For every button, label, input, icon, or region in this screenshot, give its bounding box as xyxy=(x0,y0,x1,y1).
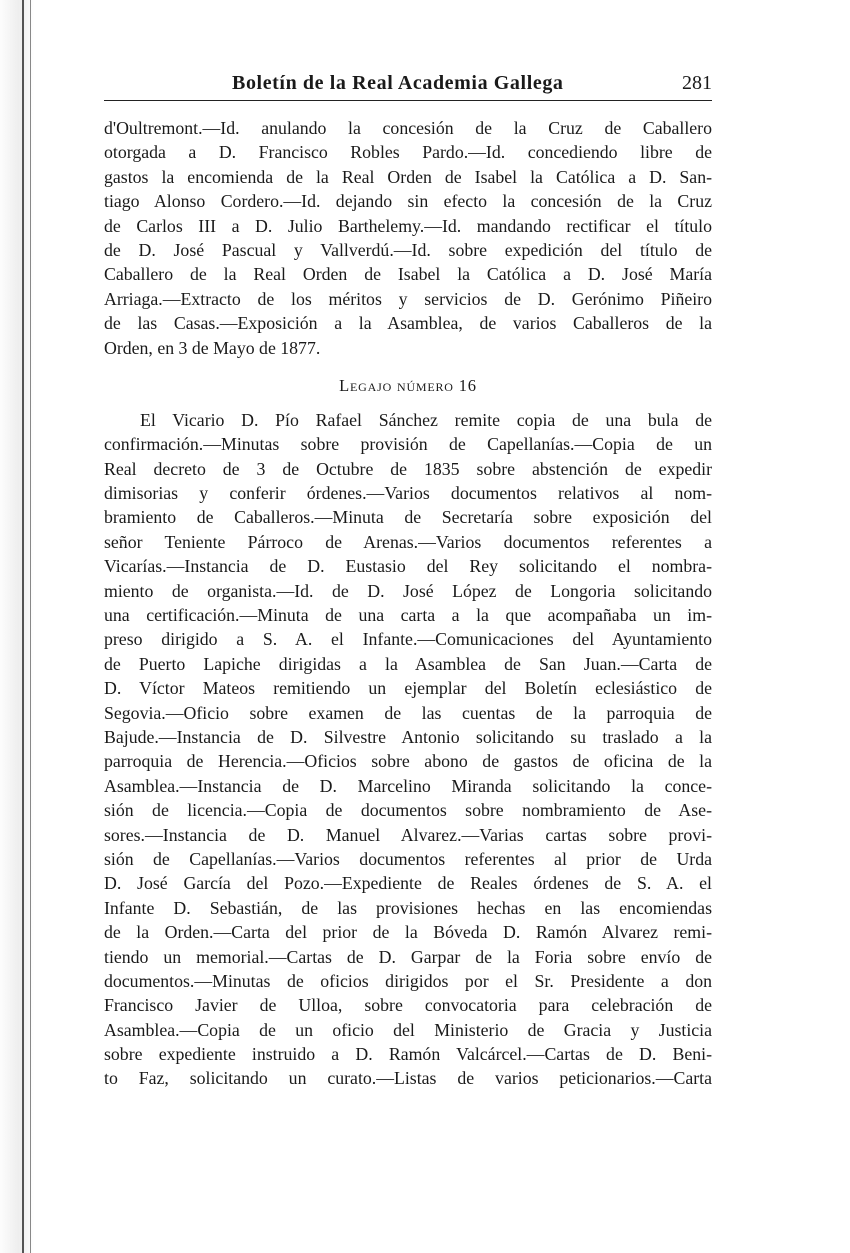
text-line: gastos la encomienda de la Real Orden de Isabel la Católica a D. San- xyxy=(104,166,712,187)
text-line: to Faz, solicitando un curato.—Listas de varios peticionarios.—Carta xyxy=(104,1068,712,1089)
text-line: Caballero de la Real Orden de Isabel la Católica a D. José María xyxy=(104,264,712,285)
text-line: tiendo un memorial.—Cartas de D. Garpar de la Foria sobre envío de xyxy=(104,946,712,967)
page-body xyxy=(104,116,712,1091)
text-line: Vicarías.—Instancia de D. Eustasio del Rey solicitando el nombra- xyxy=(104,556,712,577)
text-line: Asamblea.—Copia de un oficio del Ministerio de Gracia y Justicia xyxy=(104,1019,712,1040)
text-line: Francisco Javier de Ulloa, sobre convocatoria para celebración de xyxy=(104,995,712,1016)
text-line: D. José García del Pozo.—Expediente de Reales órdenes de S. A. el xyxy=(104,873,712,894)
paragraph-2 xyxy=(104,408,712,1091)
paragraph-1 xyxy=(104,116,712,360)
text-line: confirmación.—Minutas sobre provisión de Capellanías.—Copia de un xyxy=(104,434,712,455)
text-line: de la Orden.—Carta del prior de la Bóveda D. Ramón Alvarez remi- xyxy=(104,922,712,943)
text-line: El Vicario D. Pío Rafael Sánchez remite copia de una bula de xyxy=(140,409,712,430)
text-line: Arriaga.—Extracto de los méritos y servicios de D. Gerónimo Piñeiro xyxy=(104,288,712,309)
text-line: una certificación.—Minuta de una carta a la que acompañaba un im- xyxy=(104,605,712,626)
text-line: Bajude.—Instancia de D. Silvestre Antonio solicitando su traslado a la xyxy=(104,726,712,747)
text-line: sobre expediente instruido a D. Ramón Valcárcel.—Cartas de D. Beni- xyxy=(104,1044,712,1065)
text-line: parroquia de Herencia.—Oficios sobre abono de gastos de oficina de la xyxy=(104,751,712,772)
text-line: sión de Capellanías.—Varios documentos referentes al prior de Urda xyxy=(104,848,712,869)
binding-line xyxy=(30,0,31,1253)
text-line: de las Casas.—Exposición a la Asamblea, de varios Caballeros de la xyxy=(104,313,712,334)
text-line: miento de organista.—Id. de D. José López de Longoria solicitando xyxy=(104,580,712,601)
text-line: preso dirigido a S. A. el Infante.—Comunicaciones del Ayuntamiento xyxy=(104,629,712,650)
text-line: Orden, en 3 de Mayo de 1877. xyxy=(104,337,321,358)
text-line: de Puerto Lapiche dirigidas a la Asamblea de San Juan.—Carta de xyxy=(104,653,712,674)
text-line: D. Víctor Mateos remitiendo un ejemplar del Boletín eclesiástico de xyxy=(104,678,712,699)
page-number: 281 xyxy=(682,72,712,94)
text-line: sores.—Instancia de D. Manuel Alvarez.—Varias cartas sobre provi- xyxy=(104,824,712,845)
text-line: señor Teniente Párroco de Arenas.—Varios documentos referentes a xyxy=(104,531,712,552)
text-line: tiago Alonso Cordero.—Id. dejando sin efecto la concesión de la Cruz xyxy=(104,191,712,212)
text-line: dimisorias y conferir órdenes.—Varios documentos relativos al nom- xyxy=(104,483,712,504)
running-header xyxy=(104,68,712,101)
text-line: sión de licencia.—Copia de documentos sobre nombramiento de Ase- xyxy=(104,800,712,821)
text-line: otorgada a D. Francisco Robles Pardo.—Id. concediendo libre de xyxy=(104,142,712,163)
text-line: de Carlos III a D. Julio Barthelemy.—Id. mandando rectificar el título xyxy=(104,215,712,236)
text-line: de D. José Pascual y Vallverdú.—Id. sobre expedición del título de xyxy=(104,239,712,260)
text-line: d'Oultremont.—Id. anulando la concesión de la Cruz de Caballero xyxy=(104,118,712,138)
text-line: bramiento de Caballeros.—Minuta de Secretaría sobre exposición del xyxy=(104,507,712,528)
section-heading: Legajo número 16 xyxy=(339,375,477,395)
running-header-title: Boletín de la Real Academia Gallega xyxy=(232,72,564,94)
text-line: Segovia.—Oficio sobre examen de las cuentas de la parroquia de xyxy=(104,702,712,723)
binding-line xyxy=(22,0,24,1253)
text-line: Infante D. Sebastián, de las provisiones hechas en las encomiendas xyxy=(104,897,712,918)
text-line: Real decreto de 3 de Octubre de 1835 sobre abstención de expedir xyxy=(104,458,712,479)
text-line: Asamblea.—Instancia de D. Marcelino Miranda solicitando la conce- xyxy=(104,775,712,796)
text-line: documentos.—Minutas de oficios dirigidos por el Sr. Presidente a don xyxy=(104,970,712,991)
book-binding-edge xyxy=(0,0,34,1253)
